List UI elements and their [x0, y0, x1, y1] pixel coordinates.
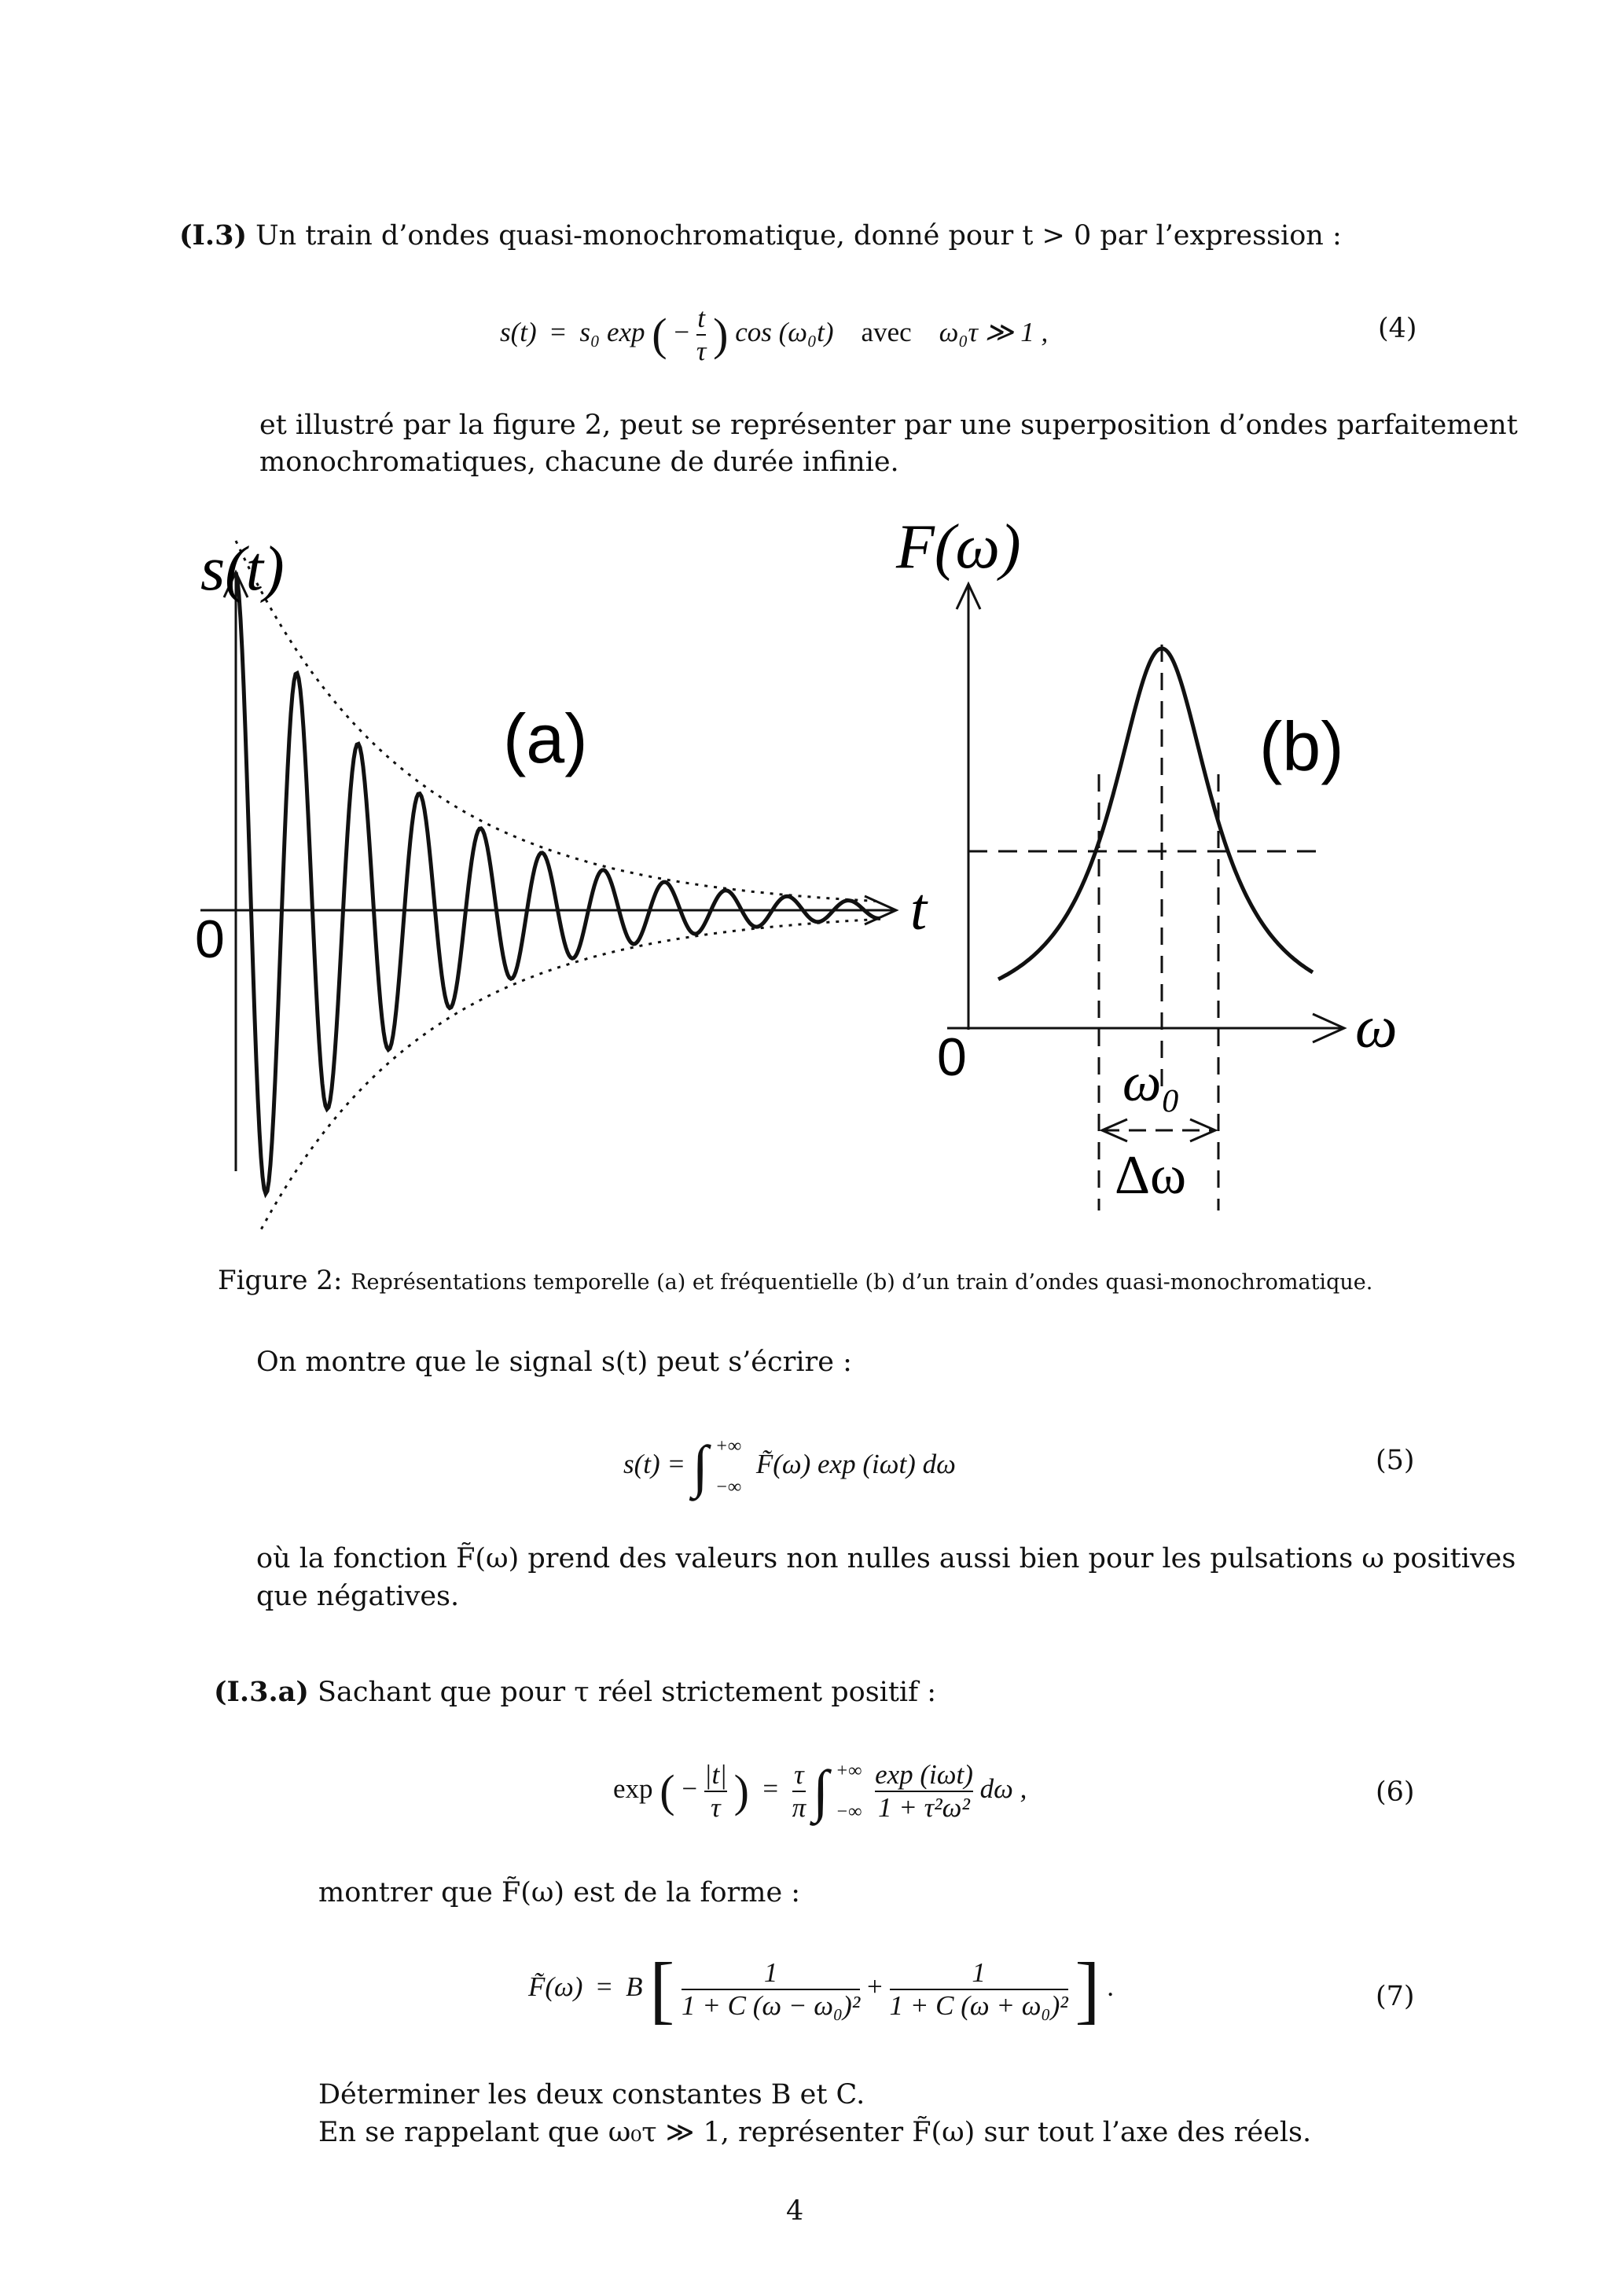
eq6-lhs-fraction: $\frac{|t|}{\tau}$ — [704, 1759, 727, 1823]
axis-a-x-label: t — [910, 876, 928, 942]
spectrum-line — [998, 648, 1313, 979]
equation-6: exp ( − $\frac{|t|}{\tau}$ ) = $\frac{\tau}{\pi}$ ∫ +∞ −∞ $\frac{\text{exp (iωt)}}{\text{1 + τ²ω²}}$ dω , — [613, 1759, 1027, 1824]
paragraph-4: montrer que F̃(ω) est de la forme : — [318, 1877, 801, 1908]
subsection-text: Sachant que pour τ réel strictement positif : — [318, 1677, 936, 1708]
eq4-lhs: s(t) — [500, 317, 537, 348]
paragraph-5-line-2: En se rappelant que ω₀τ ≫ 1, représenter F̃(ω) sur tout l’axe des réels. — [318, 2117, 1312, 2148]
axis-a-y-label: s(t) — [200, 535, 285, 604]
paragraph-1-line-2: monochromatiques, chacune de durée infinie. — [259, 446, 899, 478]
axis-b-x-label: ω — [1355, 994, 1398, 1060]
equation-5: s(t) = ∫ +∞ −∞ F̃(ω) exp (iωt) dω — [623, 1435, 956, 1499]
paragraph-5-line-1: Déterminer les deux constantes B et C. — [318, 2079, 865, 2110]
paragraph-1-line-1: et illustré par la figure 2, peut se représenter par une superposition d’ondes parfaitement — [259, 410, 1518, 441]
eq7-fraction-1: $\frac{1}{\text{1 + C (ω − ω₀)²}}$ — [682, 1957, 861, 2021]
figure-caption — [218, 1262, 1372, 1301]
eq7-equals: = — [596, 1971, 612, 2003]
delta-omega-label: Δω — [1115, 1145, 1187, 1206]
figure-2 — [189, 511, 1446, 1234]
omega0-label: ω₀ — [1122, 1052, 1181, 1113]
axis-b-origin: 0 — [937, 1027, 967, 1087]
axis-a-origin: 0 — [195, 909, 225, 969]
eq6-exp: exp — [613, 1773, 653, 1805]
axis-b-y-label: F(ω) — [896, 512, 1021, 582]
figure-panel-a — [195, 535, 928, 1234]
section-heading — [179, 218, 1342, 254]
eq4-avec: avec — [861, 317, 912, 348]
panel-a-label: (a) — [503, 700, 588, 777]
equation-number-7: (7) — [1376, 1981, 1415, 2012]
panel-b-label: (b) — [1259, 707, 1344, 785]
paragraph-3-line-1: où la fonction F̃(ω) prend des valeurs non nulles aussi bien pour les pulsations ω positives — [256, 1543, 1516, 1574]
section-intro: Un train d’ondes quasi-monochromatique, donné pour t > 0 par l’expression : — [255, 220, 1342, 252]
eq5-lower: −∞ — [715, 1477, 742, 1497]
eq4-rhs-prefix: s₀ exp — [579, 317, 645, 348]
eq5-upper: +∞ — [715, 1436, 742, 1457]
eq7-lhs: F̃(ω) — [528, 1971, 583, 2003]
figure-caption-text: Représentations temporelle (a) et fréquentielle (b) d’un train d’ondes quasi-monochromatique. — [351, 1270, 1373, 1295]
eq7-fraction-2: $\frac{1}{\text{1 + C (ω + ω₀)²}}$ — [889, 1957, 1068, 2021]
paragraph-3-line-2: que négatives. — [256, 1581, 460, 1612]
eq4-cos: cos (ω₀t) — [735, 317, 834, 348]
eq6-lower: −∞ — [836, 1802, 862, 1822]
equation-4: s(t) = s₀ exp ( − $\frac{t}{\tau}$ ) cos (ω₀t) avec ω₀τ ≫ 1 , — [500, 303, 1049, 366]
eq6-coef: $\frac{\tau}{\pi}$ — [792, 1759, 806, 1823]
paragraph-2: On montre que le signal s(t) peut s’écrire : — [256, 1346, 852, 1378]
eq4-condition: ω₀τ ≫ 1 , — [939, 317, 1049, 348]
equation-number-4: (4) — [1378, 313, 1417, 344]
figure-panel-b — [895, 512, 1398, 1210]
eq5-lhs: s(t) = — [623, 1449, 686, 1480]
eq7-plus: + — [867, 1971, 883, 2003]
subsection-label: (I.3.a) — [214, 1676, 309, 1708]
figure-caption-prefix: Figure 2: — [218, 1265, 343, 1296]
page-number: 4 — [786, 2195, 804, 2227]
eq7-tail: . — [1107, 1971, 1114, 2003]
eq5-integrand: F̃(ω) exp (iωt) dω — [755, 1449, 956, 1480]
damped-signal-line — [236, 572, 880, 1194]
eq6-tail: dω , — [979, 1773, 1027, 1805]
equation-number-6: (6) — [1376, 1776, 1415, 1808]
eq6-integrand: $\frac{\text{exp (iωt)}}{\text{1 + τ²ω²}}$ — [875, 1759, 973, 1823]
section-label: (I.3) — [179, 219, 248, 252]
subsection-heading — [214, 1674, 936, 1710]
equation-number-5: (5) — [1376, 1445, 1415, 1476]
eq6-upper: +∞ — [836, 1761, 862, 1781]
equation-7: F̃(ω) = B [ $\frac{1}{\text{1 + C (ω − ω₀)²}}$ + $\frac{1}{\text{1 + C (ω + ω₀)²}}$ ] . — [528, 1947, 1114, 2031]
eq6-equals: = — [762, 1773, 779, 1805]
eq7-B: B — [626, 1971, 643, 2003]
eq4-fraction: $\frac{t}{\tau}$ — [696, 303, 707, 366]
